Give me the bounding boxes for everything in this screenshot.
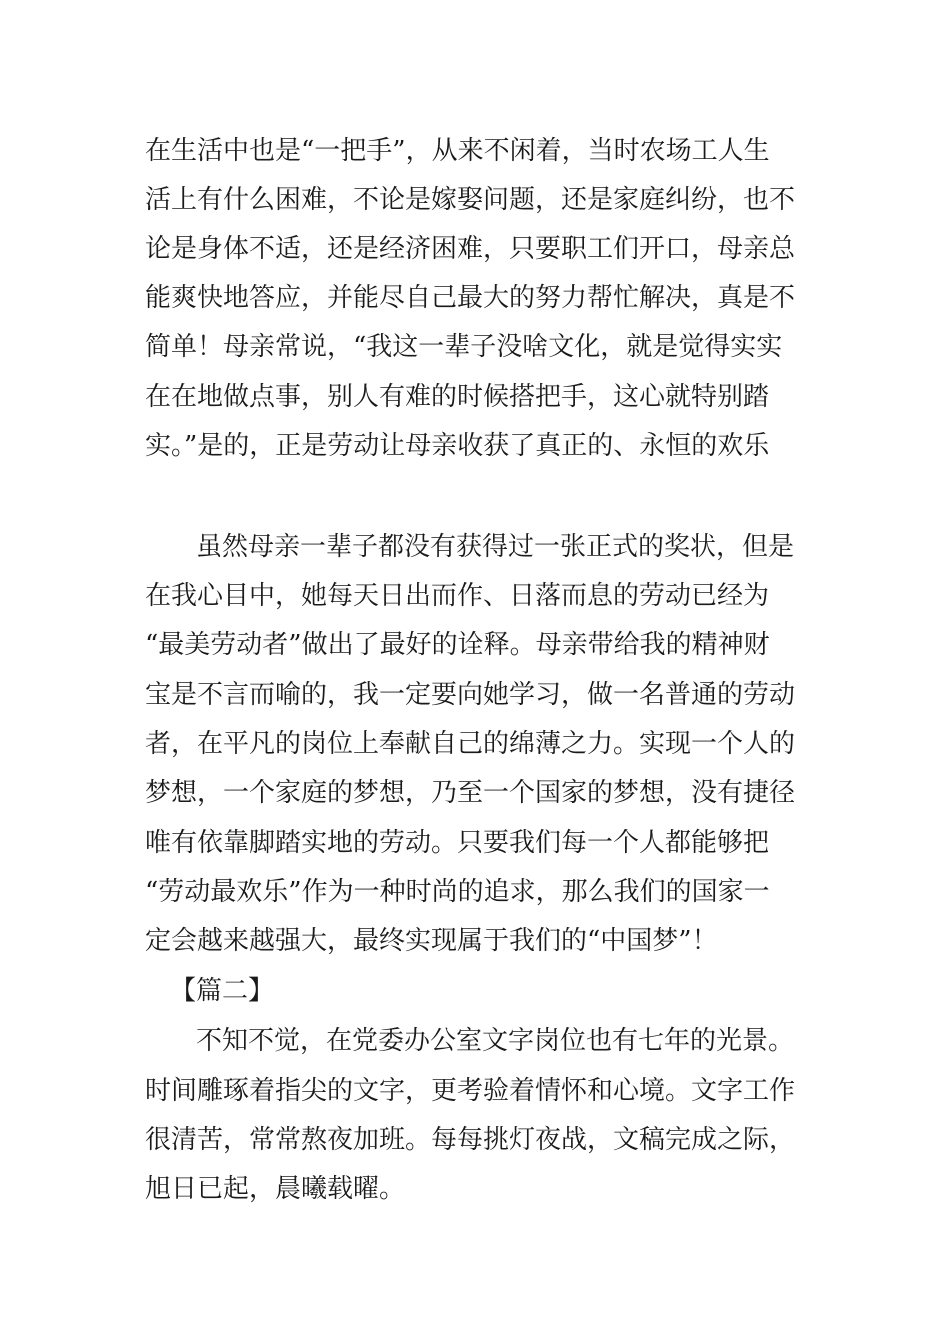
text-line: 论是身体不适，还是经济困难，只要职工们开口，母亲总 xyxy=(145,234,796,264)
text-line: 定会越来越强大，最终实现属于我们的“中国梦”！ xyxy=(145,926,718,956)
text-line: 实。”是的，正是劳动让母亲收获了真正的、永恒的欢乐 xyxy=(145,431,770,461)
text-line: 宝是不言而喻的，我一定要向她学习，做一名普通的劳动 xyxy=(145,680,796,710)
text-line: 在在地做点事，别人有难的时候搭把手，这心就特别踏 xyxy=(145,382,770,412)
text-line: 能爽快地答应，并能尽自己最大的努力帮忙解决，真是不 xyxy=(145,283,796,313)
text-line: 活上有什么困难，不论是嫁娶问题，还是家庭纠纷，也不 xyxy=(145,185,796,215)
text-line: 虽然母亲一辈子都没有获得过一张正式的奖状，但是 xyxy=(196,532,795,562)
text-line: 梦想，一个家庭的梦想，乃至一个国家的梦想，没有捷径 xyxy=(145,778,796,808)
text-line: 唯有依靠脚踏实地的劳动。只要我们每一个人都能够把 xyxy=(145,828,770,858)
text-line: 时间雕琢着指尖的文字，更考验着情怀和心境。文字工作 xyxy=(145,1076,796,1106)
text-line: 不知不觉，在党委办公室文字岗位也有七年的光景。 xyxy=(196,1026,795,1056)
text-line: 在生活中也是“一把手”，从来不闲着，当时农场工人生 xyxy=(145,136,770,166)
text-line: 在我心目中，她每天日出而作、日落而息的劳动已经为 xyxy=(145,581,770,611)
text-line: “最美劳动者”做出了最好的诠释。母亲带给我的精神财 xyxy=(145,630,770,660)
text-line: “劳动最欢乐”作为一种时尚的追求，那么我们的国家一 xyxy=(145,877,770,907)
text-line: 很清苦，常常熬夜加班。每每挑灯夜战，文稿完成之际， xyxy=(145,1125,796,1155)
text-line: 简单！母亲常说，“我这一辈子没啥文化，就是觉得实实 xyxy=(145,332,783,362)
text-line: 旭日已起，晨曦载曜。 xyxy=(145,1174,406,1204)
section-heading: 【篇二】 xyxy=(170,976,275,1006)
text-line: 者，在平凡的岗位上奉献自己的绵薄之力。实现一个人的 xyxy=(145,729,796,759)
